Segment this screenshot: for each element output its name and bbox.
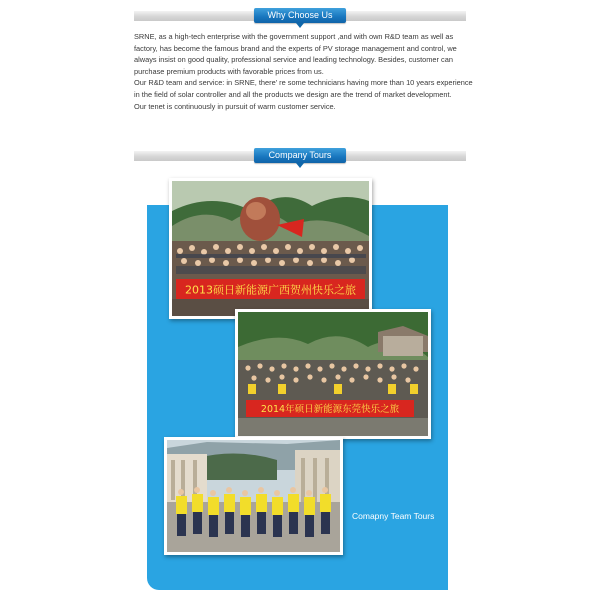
intro-paragraph-3: Our tenet is continuously in pursuit of warm customer service. <box>134 101 336 111</box>
why-choose-us-tab: Why Choose Us <box>254 8 346 23</box>
team-tours-caption: Comapny Team Tours <box>352 511 435 521</box>
photo-2013-image <box>172 181 369 316</box>
photo-2014-image <box>238 312 428 436</box>
intro-paragraph-1: SRNE, as a high-tech enterprise with the government support ,and with own R&D team as well as factory, has become the famous brand and the experts of PV storage management and control, we always insist on good quality, professional service and leading technology. Besides, customer can purchase premium products with favorable prices from us. <box>134 32 457 76</box>
banner-2013-text: 2013硕日新能源广西贺州快乐之旅 <box>185 283 356 297</box>
intro-text <box>134 31 474 112</box>
intro-paragraph-2: Our R&D team and service: in SRNE, there’ re some technicians having more than 10 years experience in the field of solar controller and all the products we design are the trend of market development. <box>134 78 473 99</box>
tour-photo-2014 <box>235 309 431 439</box>
company-tours-tab: Company Tours <box>254 148 346 163</box>
banner-2014-text: 2014年硕日新能源东莞快乐之旅 <box>260 404 400 415</box>
tour-photo-2013 <box>169 178 372 319</box>
company-tours-header <box>134 147 466 165</box>
tour-photo-team <box>164 437 343 555</box>
photo-team-image <box>167 440 340 552</box>
why-choose-us-header <box>134 7 466 25</box>
